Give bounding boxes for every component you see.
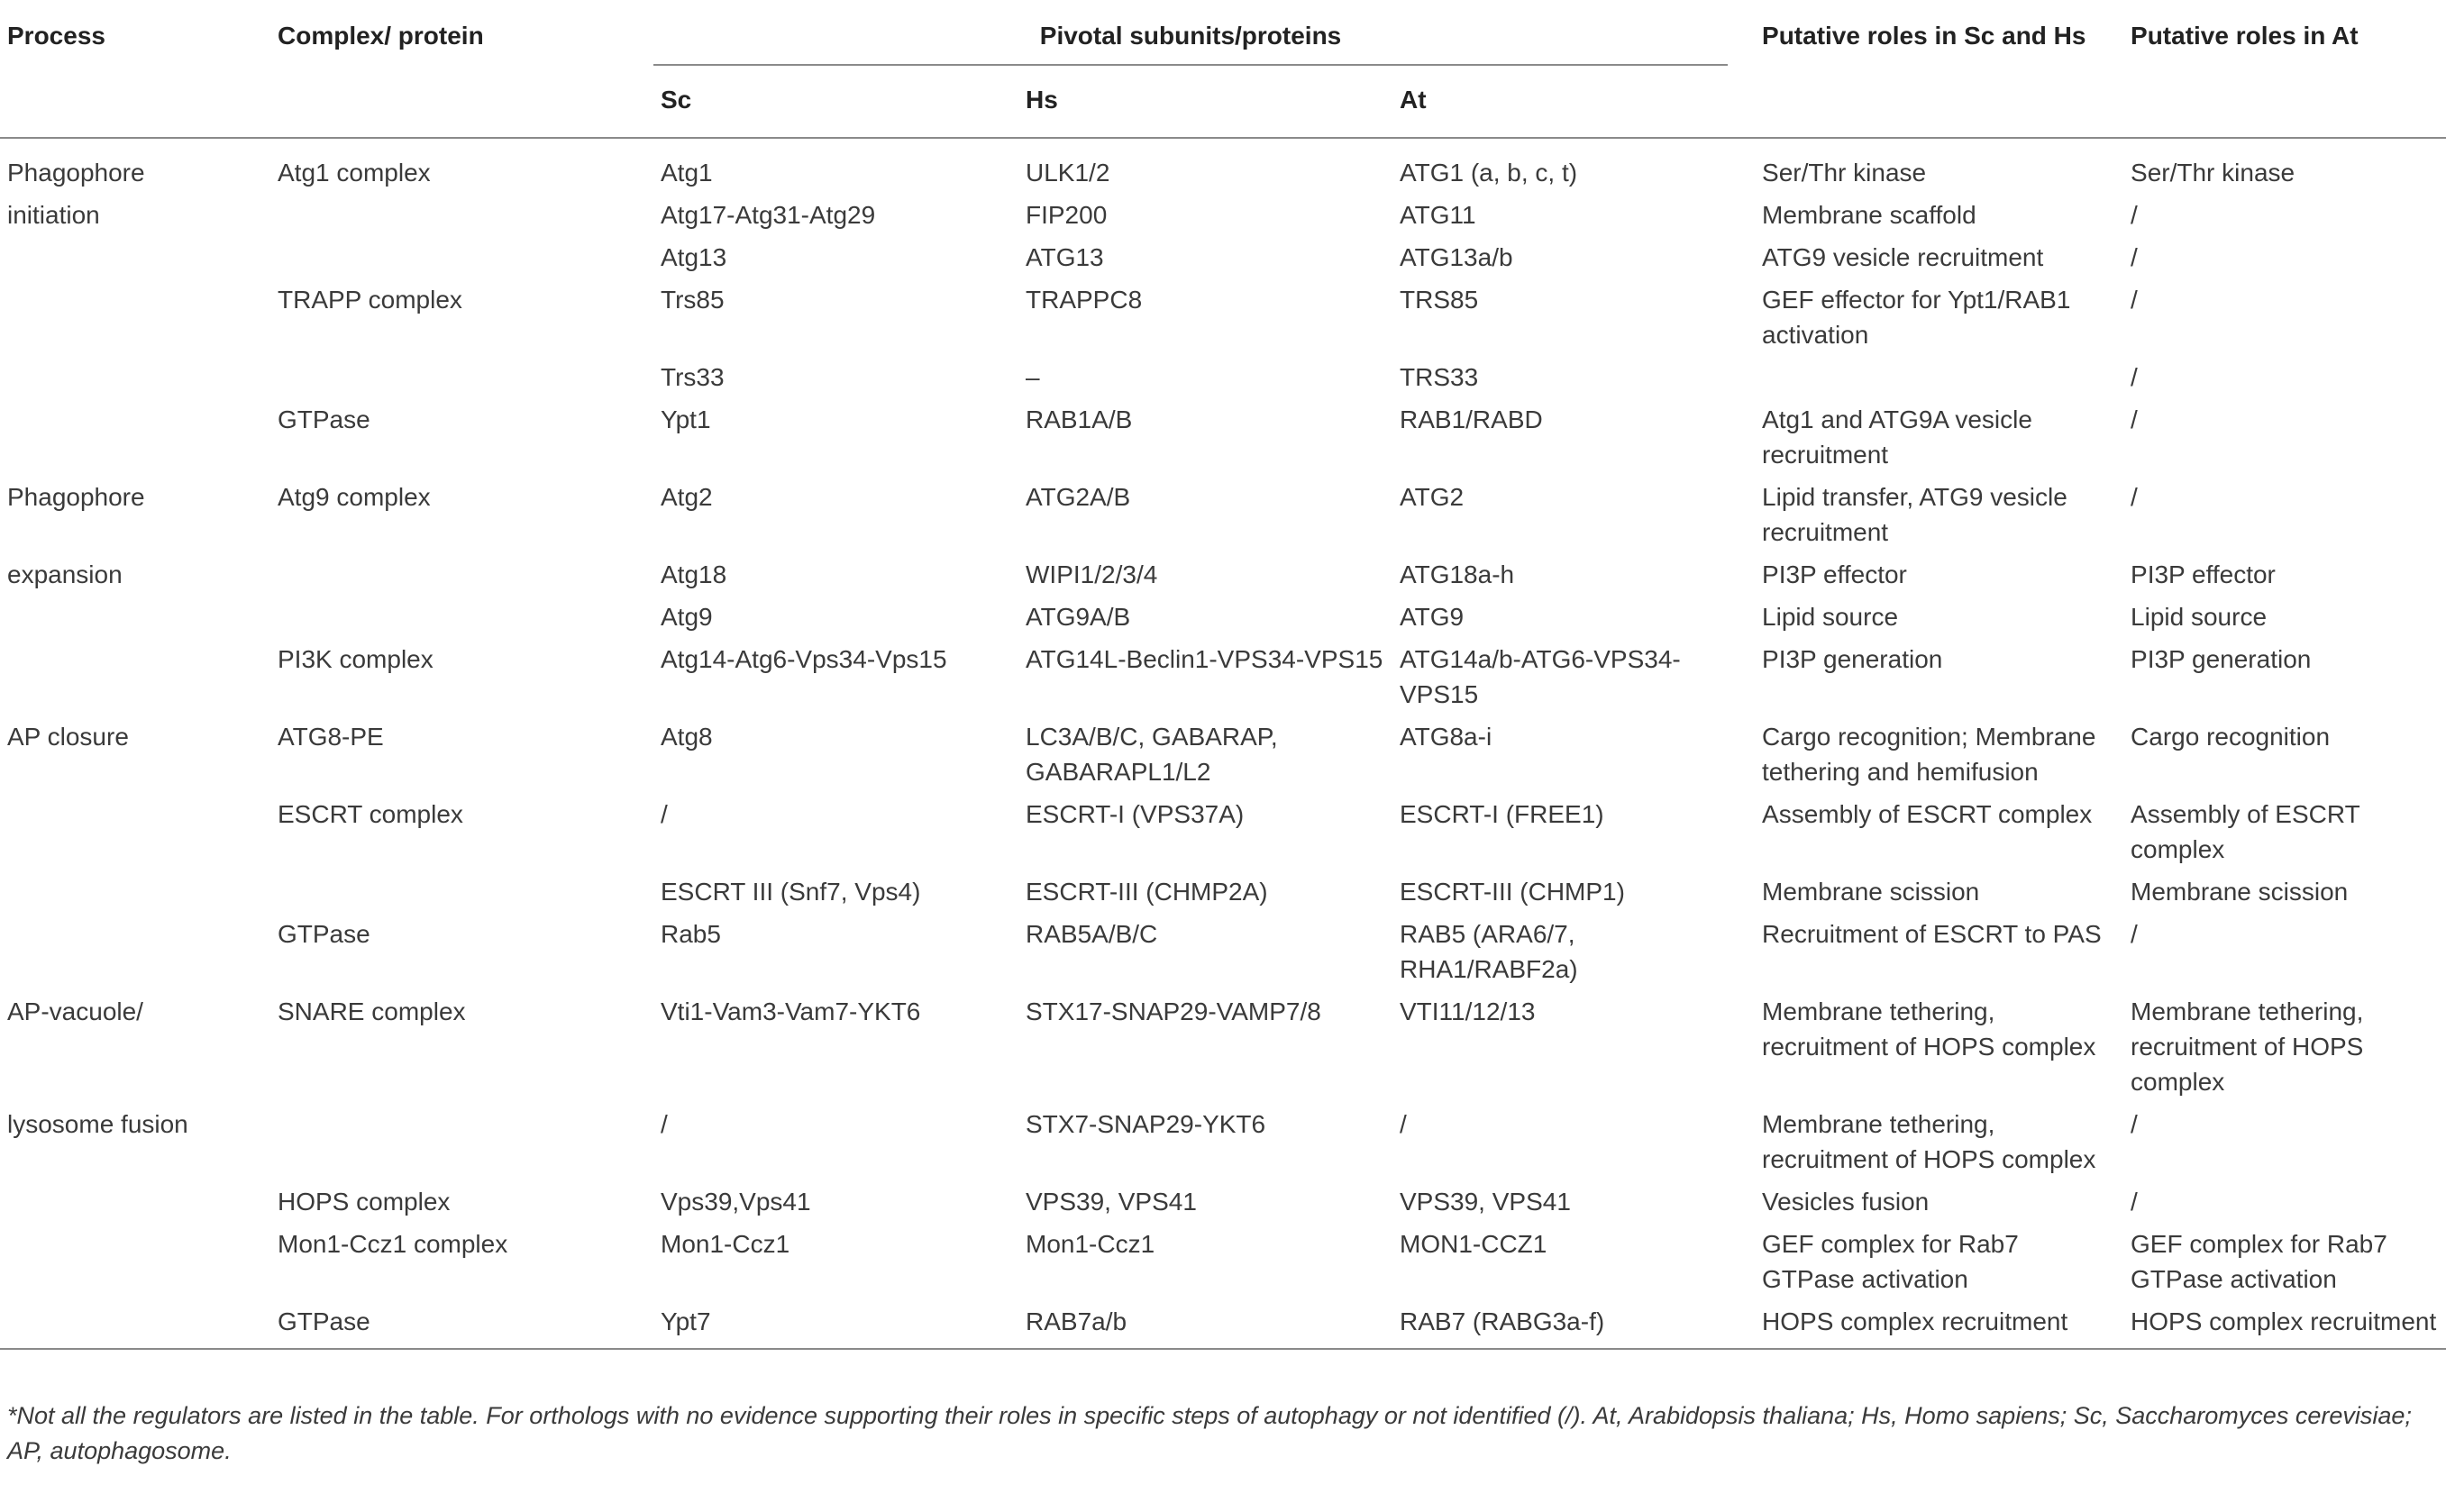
cell-at: / <box>1400 1110 1407 1138</box>
header-pivotal: Pivotal subunits/proteins <box>653 0 1728 66</box>
cell-roles-sc-hs: Cargo recognition; Membrane tethering and hemifusion <box>1762 723 2096 786</box>
cell-sc: Rab5 <box>661 920 721 948</box>
table-footnote: *Not all the regulators are listed in the table. For orthologs with no evidence supporting their roles in specific steps of autophagy or not identified (/). At, Arabidopsis thaliana; Hs, Homo sapiens; Sc, Saccharomyces cerevisiae; AP, autophagosome. <box>7 1402 2412 1464</box>
cell-process <box>0 596 270 638</box>
header-sc: Sc <box>661 86 692 114</box>
cell-at: ATG1 (a, b, c, t) <box>1400 159 1578 187</box>
table-row <box>0 398 2446 476</box>
cell-roles-at: PI3P generation <box>2131 645 2312 673</box>
cell-roles-at: / <box>2131 201 2138 229</box>
cell-at: ATG18a-h <box>1400 560 1515 588</box>
cell-complex <box>270 870 653 913</box>
cell-complex <box>270 596 653 638</box>
cell-at: VTI11/12/13 <box>1400 997 1536 1025</box>
cell-roles-at: / <box>2131 405 2138 433</box>
cell-hs: LC3A/B/C, GABARAP, GABARAPL1/L2 <box>1026 723 1278 786</box>
cell-complex: TRAPP complex <box>278 286 462 314</box>
cell-at: VPS39, VPS41 <box>1400 1188 1571 1216</box>
header-pivotal-group <box>653 0 1755 66</box>
cell-roles-at: / <box>2131 286 2138 314</box>
cell-complex: Mon1-Ccz1 complex <box>278 1230 508 1258</box>
cell-roles-at: Lipid source <box>2131 603 2268 631</box>
table-row <box>0 596 2446 638</box>
cell-sc: Atg14-Atg6-Vps34-Vps15 <box>661 645 947 673</box>
table-row <box>0 913 2446 990</box>
cell-sc: Ypt1 <box>661 405 711 433</box>
cell-process: Phagophore <box>7 483 145 511</box>
cell-process <box>0 1223 270 1300</box>
table-row <box>0 1300 2446 1349</box>
cell-roles-sc-hs: HOPS complex recruitment <box>1762 1307 2068 1335</box>
table-row <box>0 356 2446 398</box>
table-row <box>0 1180 2446 1223</box>
table-row <box>0 476 2446 553</box>
cell-process: AP closure <box>7 723 129 751</box>
cell-process <box>0 236 270 278</box>
cell-complex: ESCRT complex <box>278 800 463 828</box>
cell-roles-at: Ser/Thr kinase <box>2131 159 2295 187</box>
cell-sc: Atg18 <box>661 560 727 588</box>
cell-process <box>0 638 270 715</box>
cell-sc: Ypt7 <box>661 1307 711 1335</box>
cell-hs: STX7-SNAP29-YKT6 <box>1026 1110 1266 1138</box>
cell-roles-sc-hs: Lipid transfer, ATG9 vesicle recruitment <box>1762 483 2067 546</box>
cell-roles-at: PI3P effector <box>2131 560 2276 588</box>
table-row <box>0 1223 2446 1300</box>
cell-hs: – <box>1026 363 1040 391</box>
cell-complex: Atg9 complex <box>278 483 431 511</box>
cell-hs: ULK1/2 <box>1026 159 1110 187</box>
cell-hs: RAB5A/B/C <box>1026 920 1158 948</box>
cell-sc: Trs85 <box>661 286 725 314</box>
cell-hs: RAB1A/B <box>1026 405 1133 433</box>
cell-roles-sc-hs: Assembly of ESCRT complex <box>1762 800 2093 828</box>
cell-hs: ATG9A/B <box>1026 603 1131 631</box>
cell-process: initiation <box>7 201 100 229</box>
cell-roles-at: / <box>2131 920 2138 948</box>
cell-roles-at: Membrane tethering, recruitment of HOPS complex <box>2131 997 2364 1096</box>
cell-at: ATG2 <box>1400 483 1465 511</box>
cell-roles-sc-hs: GEF effector for Ypt1/RAB1 activation <box>1762 286 2071 349</box>
cell-process <box>0 278 270 356</box>
cell-at: ATG11 <box>1400 201 1476 229</box>
table-row <box>0 870 2446 913</box>
cell-sc: / <box>661 800 668 828</box>
cell-roles-at: Cargo recognition <box>2131 723 2331 751</box>
cell-roles-sc-hs: Ser/Thr kinase <box>1762 159 1927 187</box>
cell-roles-sc-hs: Membrane scaffold <box>1762 201 1976 229</box>
cell-hs: STX17-SNAP29-VAMP7/8 <box>1026 997 1321 1025</box>
cell-roles-sc-hs: Lipid source <box>1762 603 1899 631</box>
cell-complex: HOPS complex <box>278 1188 451 1216</box>
cell-sc: Atg9 <box>661 603 713 631</box>
cell-roles-at: / <box>2131 243 2138 271</box>
cell-process <box>0 1180 270 1223</box>
cell-complex <box>270 1103 653 1180</box>
table-row <box>0 715 2446 793</box>
cell-sc: Atg1 <box>661 159 713 187</box>
cell-roles-sc-hs: Membrane tethering, recruitment of HOPS complex <box>1762 1110 2096 1173</box>
cell-at: MON1-CCZ1 <box>1400 1230 1547 1258</box>
cell-sc: Mon1-Ccz1 <box>661 1230 790 1258</box>
header-process: Process <box>7 22 105 50</box>
cell-hs: ATG14L-Beclin1-VPS34-VPS15 <box>1026 645 1383 673</box>
cell-at: ESCRT-I (FREE1) <box>1400 800 1604 828</box>
table-row <box>0 278 2446 356</box>
cell-sc: Atg13 <box>661 243 727 271</box>
cell-hs: VPS39, VPS41 <box>1026 1188 1197 1216</box>
cell-at: ESCRT-III (CHMP1) <box>1400 878 1625 906</box>
cell-process <box>0 913 270 990</box>
cell-roles-sc-hs: Membrane scission <box>1762 878 1980 906</box>
cell-complex <box>270 194 653 236</box>
table-row <box>0 138 2446 194</box>
table-body <box>0 138 2446 1349</box>
cell-complex: GTPase <box>278 1307 370 1335</box>
table-row <box>0 1103 2446 1180</box>
cell-roles-sc-hs: GEF complex for Rab7 GTPase activation <box>1762 1230 2019 1293</box>
cell-roles-sc-hs: Atg1 and ATG9A vesicle recruitment <box>1762 405 2032 469</box>
cell-hs: RAB7a/b <box>1026 1307 1127 1335</box>
cell-complex: SNARE complex <box>278 997 466 1025</box>
cell-hs: Mon1-Ccz1 <box>1026 1230 1155 1258</box>
cell-hs: ESCRT-III (CHMP2A) <box>1026 878 1268 906</box>
cell-roles-at: / <box>2131 363 2138 391</box>
cell-sc: Atg8 <box>661 723 713 751</box>
table-row <box>0 990 2446 1103</box>
header-hs: Hs <box>1026 86 1058 114</box>
cell-at: RAB1/RABD <box>1400 405 1543 433</box>
cell-sc: ESCRT III (Snf7, Vps4) <box>661 878 921 906</box>
cell-process: lysosome fusion <box>7 1110 188 1138</box>
cell-complex <box>270 553 653 596</box>
cell-at: ATG14a/b-ATG6-VPS34-VPS15 <box>1400 645 1681 708</box>
header-at: At <box>1400 86 1427 114</box>
cell-sc: Trs33 <box>661 363 725 391</box>
cell-hs: TRAPPC8 <box>1026 286 1143 314</box>
cell-complex <box>270 356 653 398</box>
table-row <box>0 194 2446 236</box>
cell-at: ATG9 <box>1400 603 1465 631</box>
cell-complex: GTPase <box>278 405 370 433</box>
table-header <box>0 0 2446 138</box>
cell-sc: Atg2 <box>661 483 713 511</box>
cell-roles-sc-hs <box>1755 356 2123 398</box>
cell-complex: GTPase <box>278 920 370 948</box>
cell-at: TRS85 <box>1400 286 1479 314</box>
cell-roles-sc-hs: PI3P effector <box>1762 560 1907 588</box>
cell-hs: ATG13 <box>1026 243 1104 271</box>
cell-process <box>0 398 270 476</box>
header-roles-at: Putative roles in At <box>2131 22 2359 50</box>
cell-roles-at: Assembly of ESCRT complex <box>2131 800 2360 863</box>
cell-process <box>0 793 270 870</box>
cell-process <box>0 870 270 913</box>
cell-hs: FIP200 <box>1026 201 1108 229</box>
cell-at: TRS33 <box>1400 363 1479 391</box>
cell-roles-at: / <box>2131 1110 2138 1138</box>
cell-complex: ATG8-PE <box>278 723 384 751</box>
cell-roles-at: Membrane scission <box>2131 878 2349 906</box>
cell-roles-sc-hs: ATG9 vesicle recruitment <box>1762 243 2044 271</box>
cell-sc: Atg17-Atg31-Atg29 <box>661 201 876 229</box>
table-row <box>0 638 2446 715</box>
header-complex: Complex/ protein <box>278 22 484 50</box>
cell-process <box>0 356 270 398</box>
cell-process: AP-vacuole/ <box>7 997 143 1025</box>
cell-complex <box>270 236 653 278</box>
cell-hs: ESCRT-I (VPS37A) <box>1026 800 1245 828</box>
cell-roles-at: HOPS complex recruitment <box>2131 1307 2437 1335</box>
cell-process <box>0 1300 270 1349</box>
table-row <box>0 793 2446 870</box>
cell-roles-at: / <box>2131 483 2138 511</box>
cell-complex: Atg1 complex <box>278 159 431 187</box>
cell-sc: Vps39,Vps41 <box>661 1188 811 1216</box>
cell-hs: ATG2A/B <box>1026 483 1131 511</box>
cell-roles-at: GEF complex for Rab7 GTPase activation <box>2131 1230 2387 1293</box>
cell-roles-sc-hs: Vesicles fusion <box>1762 1188 1930 1216</box>
cell-at: ATG13a/b <box>1400 243 1513 271</box>
cell-roles-sc-hs: Recruitment of ESCRT to PAS <box>1762 920 2102 948</box>
cell-hs: WIPI1/2/3/4 <box>1026 560 1158 588</box>
table-row <box>0 236 2446 278</box>
header-roles-sc-hs: Putative roles in Sc and Hs <box>1762 22 2086 50</box>
cell-sc: / <box>661 1110 668 1138</box>
cell-roles-at: / <box>2131 1188 2138 1216</box>
cell-roles-sc-hs: Membrane tethering, recruitment of HOPS complex <box>1762 997 2096 1061</box>
cell-at: ATG8a-i <box>1400 723 1492 751</box>
cell-at: RAB7 (RABG3a-f) <box>1400 1307 1605 1335</box>
cell-roles-sc-hs: PI3P generation <box>1762 645 1943 673</box>
cell-complex: PI3K complex <box>278 645 434 673</box>
table-row <box>0 553 2446 596</box>
cell-sc: Vti1-Vam3-Vam7-YKT6 <box>661 997 921 1025</box>
cell-process: expansion <box>7 560 123 588</box>
cell-at: RAB5 (ARA6/7, RHA1/RABF2a) <box>1400 920 1578 983</box>
cell-process: Phagophore <box>7 159 145 187</box>
